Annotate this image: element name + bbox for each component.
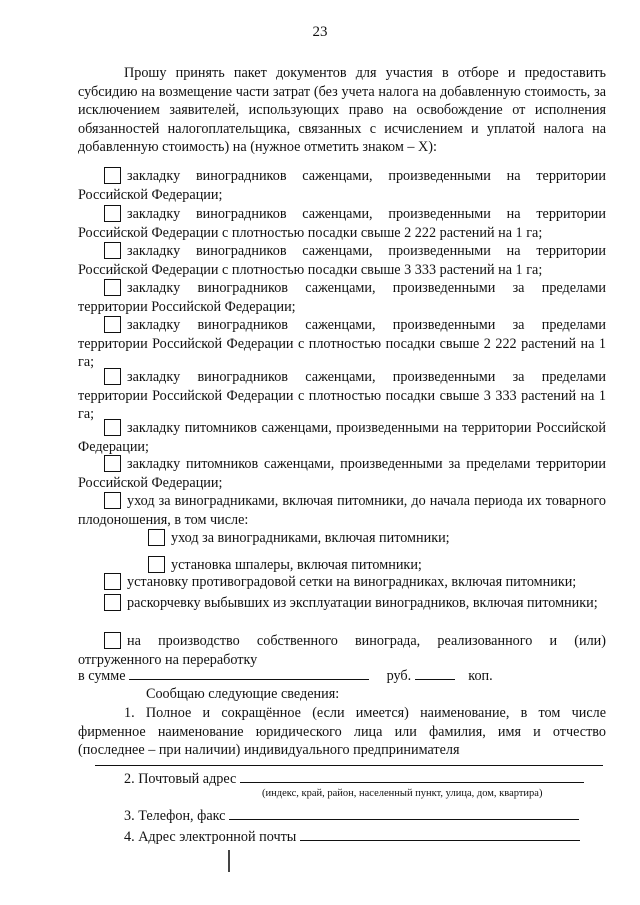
option-5-label: закладку виноградников саженцами, произведенными за пределами территории Российской Федерации с плотностью посадки свыше 2 222 растений на 1 га; [78, 317, 606, 370]
checkbox-3[interactable] [104, 242, 121, 259]
option-4-label: закладку виноградников саженцами, произведенными за пределами территории Российской Федерации; [78, 280, 606, 315]
item-4-label: 4. Адрес электронной почты [124, 829, 297, 845]
item-3-row [124, 807, 604, 825]
sum-rub-field[interactable] [129, 667, 369, 680]
phone-fax-field[interactable] [229, 807, 579, 820]
checkbox-11[interactable] [104, 594, 121, 611]
sum-kop-field[interactable] [415, 667, 455, 680]
sub-checkbox-1[interactable] [148, 529, 165, 546]
option-9 [78, 492, 606, 529]
postal-address-field[interactable] [240, 770, 584, 783]
name-field[interactable] [95, 765, 603, 766]
item-4-row [124, 828, 604, 846]
option-11-label: раскорчевку выбывших из эксплуатации виноградников, включая питомники; [127, 595, 598, 611]
scan-mark [228, 850, 230, 872]
checkbox-6[interactable] [104, 368, 121, 385]
option-9-label: уход за виноградниками, включая питомники, до начала периода их товарного плодоношения, в том числе: [78, 493, 606, 528]
checkbox-9[interactable] [104, 492, 121, 509]
option-8-label: закладку питомников саженцами, произведенными за пределами территории Российской Федерации; [78, 456, 606, 491]
option-10-label: установку противоградовой сетки на виноградниках, включая питомники; [127, 574, 577, 590]
option-12-label: на производство собственного винограда, реализованного и (или) отгруженного на переработку [78, 633, 606, 668]
sub-option-2 [148, 556, 422, 575]
option-6 [78, 368, 606, 424]
intro-paragraph: Прошу принять пакет документов для участия в отборе и предоставить субсидию на возмещение части затрат (без учета налога на добавленную стоимость, за исключением заявителей, использующих право на освобождение от исполнения обязанностей налогоплательщика, связанных с исчислением и уплатой налога на добавленную стоимость) на (нужное отметить знаком – X): [78, 65, 606, 155]
item-2-row [124, 770, 604, 788]
option-5 [78, 316, 606, 372]
checkbox-1[interactable] [104, 167, 121, 184]
sum-label: в сумме [78, 668, 126, 684]
option-8 [78, 455, 606, 492]
checkbox-10[interactable] [104, 573, 121, 590]
checkbox-12[interactable] [104, 632, 121, 649]
option-2-label: закладку виноградников саженцами, произведенными на территории Российской Федерации с плотностью посадки свыше 2 222 растений на 1 га; [78, 206, 606, 241]
item-1-name: 1. Полное и сокращённое (если имеется) наименование, в том числе фирменное наименование юридического лица или фамилия, имя и отчество (последнее – при наличии) индивидуального предпринимателя [78, 705, 606, 758]
checkbox-8[interactable] [104, 455, 121, 472]
checkbox-5[interactable] [104, 316, 121, 333]
option-6-label: закладку виноградников саженцами, произведенными за пределами территории Российской Федерации с плотностью посадки свыше 3 333 растений на 1 га; [78, 369, 606, 422]
option-1-label: закладку виноградников саженцами, произведенными на территории Российской Федерации; [78, 168, 606, 203]
option-3 [78, 242, 606, 279]
sub-option-2-label: установка шпалеры, включая питомники; [171, 557, 422, 573]
sub-checkbox-2[interactable] [148, 556, 165, 573]
item-2-label: 2. Почтовый адрес [124, 771, 237, 787]
info-heading: Сообщаю следующие сведения: [146, 686, 340, 702]
option-11 [78, 594, 606, 613]
address-hint: (индекс, край, район, населенный пункт, улица, дом, квартира) [262, 788, 543, 799]
email-field[interactable] [300, 828, 580, 841]
option-1 [78, 167, 606, 204]
checkbox-7[interactable] [104, 419, 121, 436]
option-4 [78, 279, 606, 316]
checkbox-4[interactable] [104, 279, 121, 296]
rub-label: руб. [386, 668, 412, 684]
option-7 [78, 419, 606, 456]
sum-row [78, 667, 606, 686]
option-7-label: закладку питомников саженцами, произведенными на территории Российской Федерации; [78, 420, 606, 455]
sub-option-1 [148, 529, 450, 548]
item-3-label: 3. Телефон, факс [124, 808, 226, 824]
option-3-label: закладку виноградников саженцами, произведенными на территории Российской Федерации с плотностью посадки свыше 3 333 растений на 1 га; [78, 243, 606, 278]
option-2 [78, 205, 606, 242]
option-12 [78, 632, 606, 669]
kop-label: коп. [468, 668, 493, 684]
page-number: 23 [312, 24, 328, 40]
checkbox-2[interactable] [104, 205, 121, 222]
sub-option-1-label: уход за виноградниками, включая питомники; [171, 530, 450, 546]
option-10 [78, 573, 606, 592]
